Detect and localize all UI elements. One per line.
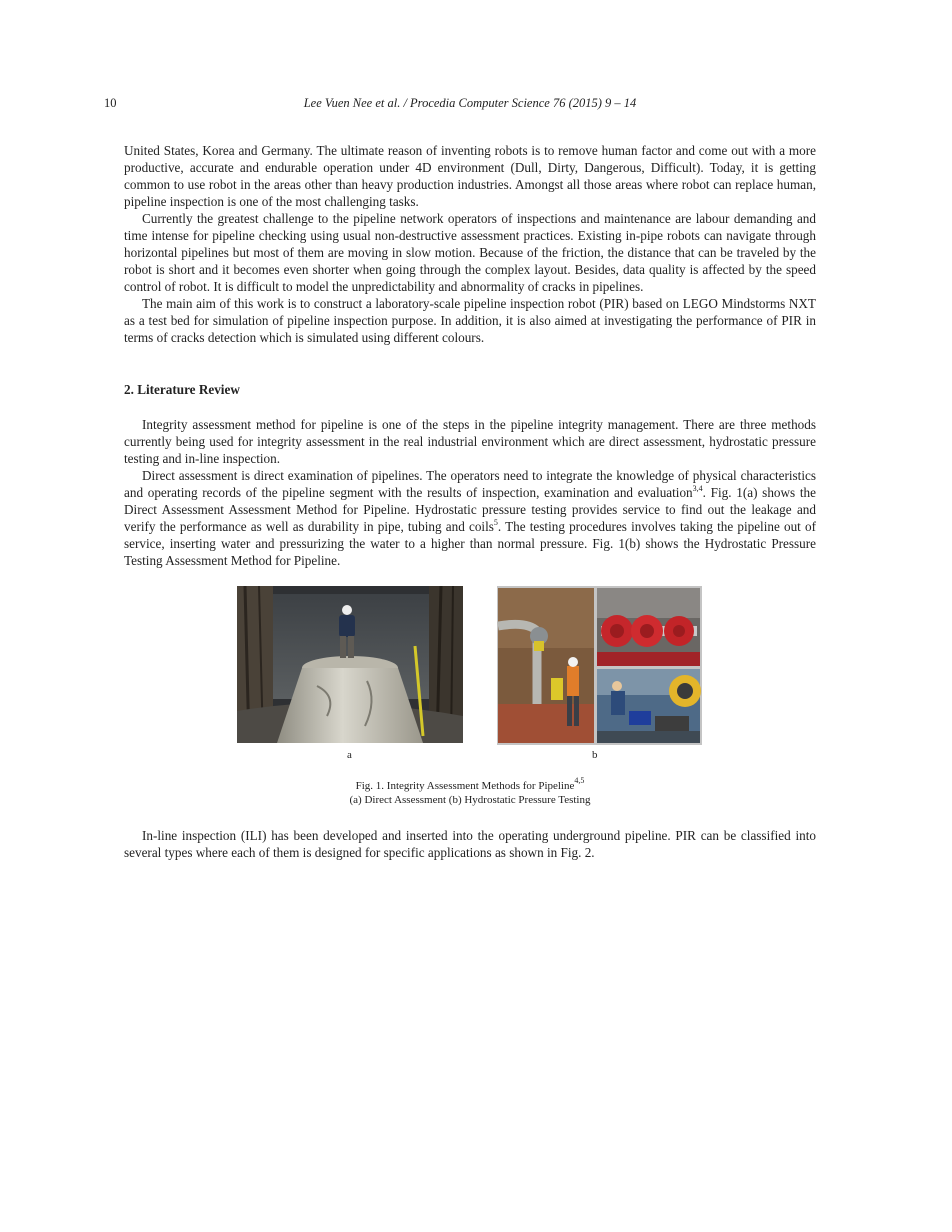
citation-superscript: 5 [493,517,498,527]
figure-1a-photo [237,586,463,743]
review-paragraph-2-part-b: . Fig. 1(a) shows the Direct Assessment Assessment Method for Pipeline. Hydrostatic pressure testing provides service to find out the leakage and verify the performance as well as durability in pipe, tubing and coils [124,485,816,534]
figure-1b-label: b [592,749,598,761]
figure-1-caption [124,776,816,807]
caption-title: Fig. 1. Integrity Assessment Methods for Pipeline [355,780,575,792]
citation-superscript: 3,4 [692,483,703,493]
ili-text [124,827,816,861]
review-paragraph-2 [124,467,816,569]
intro-paragraph-2: Currently the greatest challenge to the pipeline network operators of inspections and maintenance are labour demanding and time intense for pipeline checking using usual non-destructive assessment practices. Existing in-pipe robots can navigate through horizontal pipelines but most of them are moving in slow motion. Because of the friction, the distance that can be traveled by the robot is short and it becomes even shorter when going through the complex layout. Besides, data quality is affected by the speed control of robot. It is difficult to model the unpredictability and abnormality of cracks in pipelines. [124,211,816,294]
caption-line-1 [124,776,816,794]
review-paragraph-2-part-c: . The testing procedures involves taking the pipeline out of service, inserting water and pressurizing the water to a higher than normal pressure. Fig. 1(b) shows the Hydrostatic Pressure Testing Assessment Method for Pipeline. [124,519,816,568]
intro-paragraph-3: The main aim of this work is to construct a laboratory-scale pipeline inspection robot (PIR) based on LEGO Mindstorms NXT as a test bed for simulation of pipeline inspection purpose. In addition, it is also aimed at investigating the performance of PIR in terms of cracks detection which is simulated using different colours. [124,296,816,345]
caption-line-2: (a) Direct Assessment (b) Hydrostatic Pressure Testing [349,793,591,806]
section-heading: 2. Literature Review [124,382,240,397]
literature-review-text [124,416,816,569]
review-paragraph-1: Integrity assessment method for pipeline is one of the steps in the pipeline integrity management. There are three methods currently being used for integrity assessment in the real industrial environment which are direct assessment, hydrostatic pressure testing and in-line inspection. [124,417,816,466]
intro-text [124,142,816,346]
figure-1a-label: a [347,749,352,761]
review-paragraph-3: In-line inspection (ILI) has been developed and inserted into the operating underground pipeline. PIR can be classified into several types where each of them is designed for specific applications as shown in Fig. 2. [124,828,816,860]
figure-1b-photo [497,586,702,745]
running-head: Lee Vuen Nee et al. / Procedia Computer Science 76 (2015) 9 – 14 [303,96,637,110]
review-paragraph-2-part-a: Direct assessment is direct examination of pipelines. The operators need to integrate the knowledge of physical characteristics and operating records of the pipeline segment with the results of inspection, examination and evaluation [124,468,816,500]
intro-paragraph-1: United States, Korea and Germany. The ultimate reason of inventing robots is to remove human factor and come out with a more productive, accurate and endurable operation under 4D environment (Dull, Dirty, Dangerous, Difficult). Today, it is getting common to use robot in the areas other than heavy production industries. Amongst all those areas where robot can replace human, pipeline inspection is one of the most challenging tasks. [124,143,816,209]
page-number: 10 [104,96,117,110]
caption-citation-superscript: 4,5 [574,776,585,786]
